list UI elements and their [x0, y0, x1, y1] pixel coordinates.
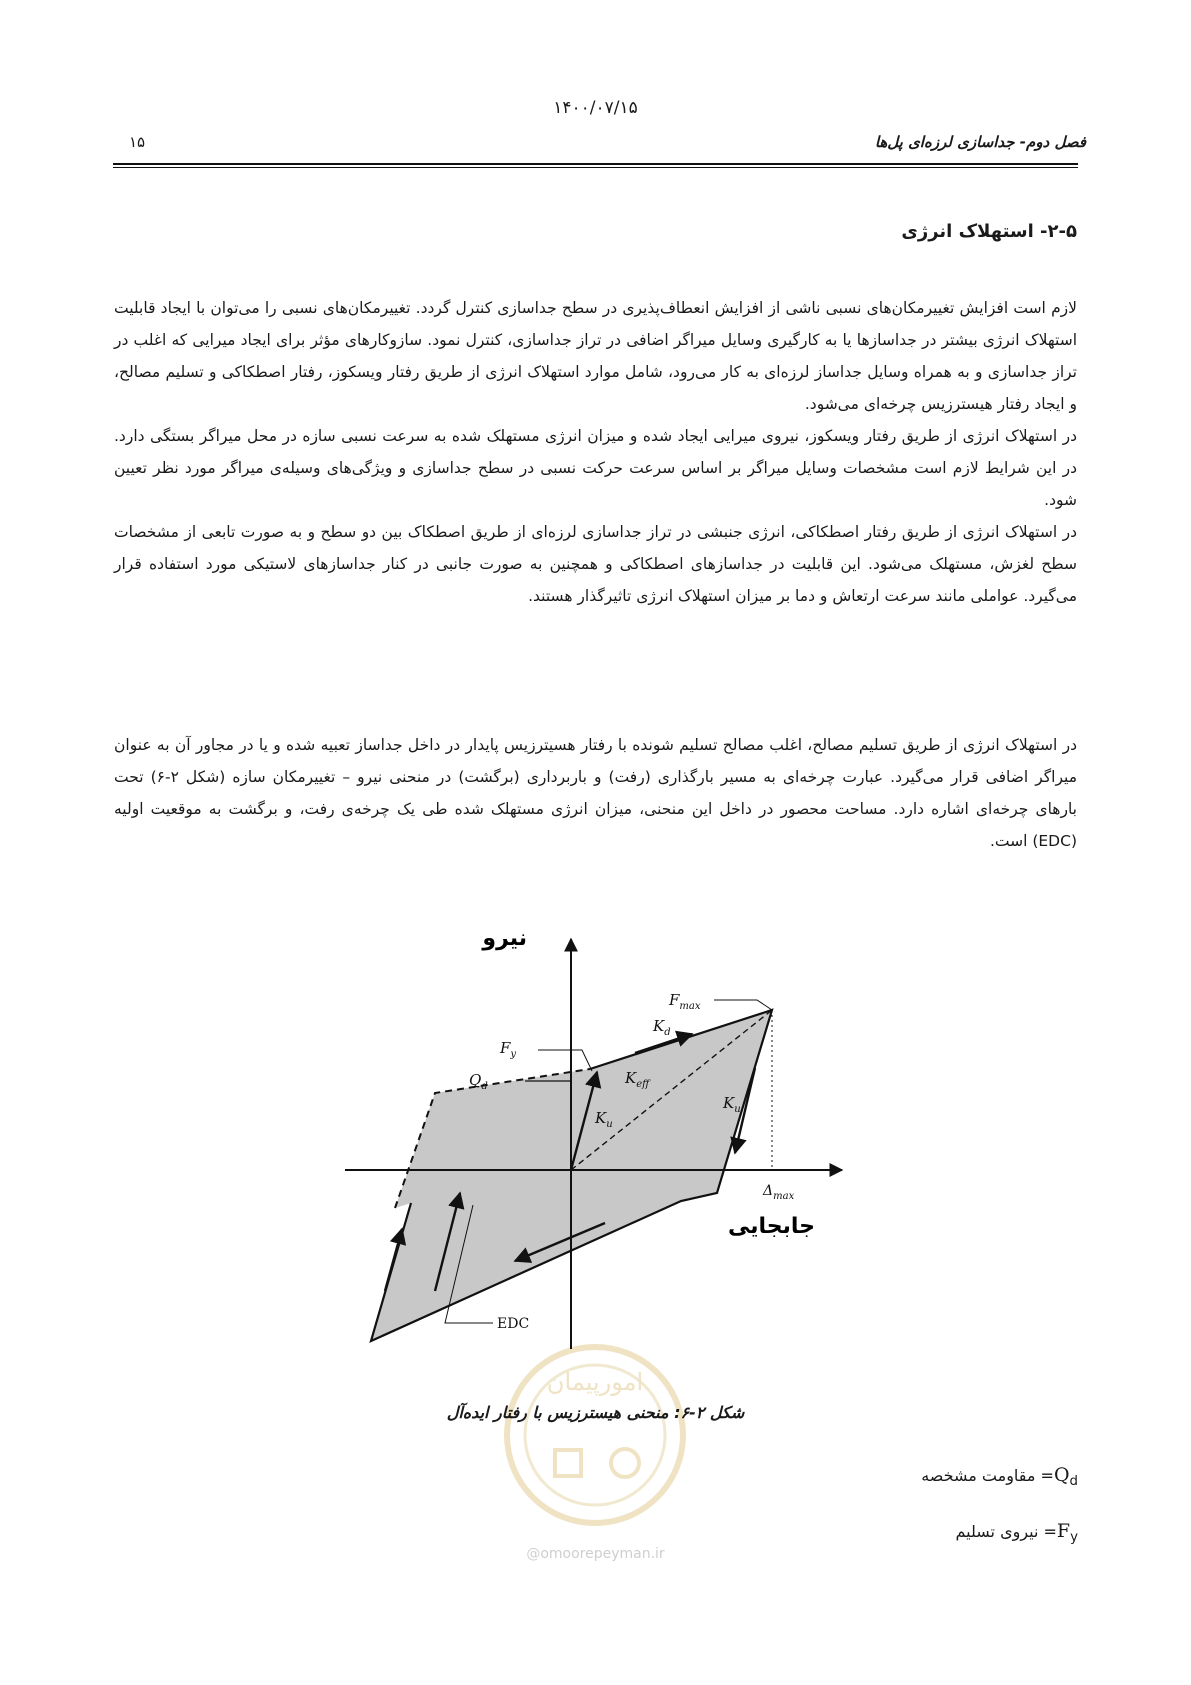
fy-leader: [538, 1050, 592, 1071]
definition-fy: [955, 1520, 1078, 1545]
definition-text: = نیروی تسلیم: [955, 1522, 1057, 1541]
fmax-leader: [714, 1000, 772, 1010]
header-rule-thin: [113, 167, 1078, 168]
fmax-label: F: [669, 991, 680, 1009]
body-block-1: [114, 292, 1077, 612]
figure-caption: شکل ۲-۶: منحنی هیسترزیس با رفتار ایده‌آل: [446, 1403, 745, 1422]
paragraph: در استهلاک انرژی از طریق رفتار ویسکوز، نیروی میرایی ایجاد شده و میزان انرژی مستهلک شده به سرعت نسبی سازه در محل میراگر بستگی دارد. در این شرایط لازم است مشخصات وسایل میراگر بر اساس سرعت حرکت نسبی در سطح جداسازی و ویژگی‌های وسیله‌ی میراگر مورد نظر تعیین شود.: [114, 427, 1077, 509]
svg-text:Δmax: [762, 1183, 795, 1202]
svg-text:Fmax: [668, 991, 701, 1012]
paragraph: لازم است افزایش تغییرمکان‌های نسبی ناشی از افزایش انعطاف‌پذیری در سطح جداسازی کنترل گردد. تغییرمکان‌های نسبی را می‌توان با ایجاد قابلیت استهلاک انرژی بیشتر در جداسازها یا به کارگیری وسایل میراگر اضافی در تراز جداسازی، کنترل نمود. سازوکارهای مؤثر برای ایجاد میرایی که اغلب در تراز جداسازی و به همراه وسایل جداساز لرزه‌ای به کار می‌رود، شامل موارد استهلاک انرژی از طریق رفتار ویسکوز، رفتار اصطکاکی و تسلیم مصالح، و ایجاد رفتار هیسترزیس چرخه‌ای می‌شود.: [114, 299, 1077, 413]
definition-symbol: F: [1056, 1520, 1071, 1542]
section-title: ۲-۵- استهلاک انرژی: [901, 221, 1077, 242]
definition-symbol: Q: [1053, 1464, 1070, 1486]
edc-label: EDC: [497, 1316, 530, 1332]
svg-text:Kd: [652, 1017, 671, 1038]
definition-qd: [921, 1464, 1078, 1489]
header-date: ۱۴۰۰/۰۷/۱۵: [553, 98, 638, 118]
body-block-2: [114, 729, 1077, 857]
dmax-sub: max: [773, 1191, 795, 1202]
definition-text: = مقاومت مشخصه: [921, 1466, 1054, 1485]
page-number: ۱۵: [129, 133, 146, 151]
ku-label-1: K: [595, 1109, 607, 1127]
watermark-logo: [470, 1330, 720, 1530]
qd-label: Q: [469, 1071, 482, 1089]
definition-subscript: y: [1070, 1530, 1078, 1546]
paragraph: در استهلاک انرژی از طریق تسلیم مصالح، اغلب مصالح تسلیم شونده با رفتار هسیترزیس پایدار در داخل جداساز تعبیه شده و یا در مجاور آن به عنوان میراگر اضافی قرار می‌گیرد. عبارت چرخه‌ای به مسیر بارگذاری (رفت) و باربرداری (برگشت) در منحنی نیرو – تغییرمکان سازه (شکل ۲-۶) تحت بارهای چرخه‌ای اشاره دارد. مساحت محصور در داخل این منحنی، میزان انرژی مستهلک شده طی یک چرخه‌ی رفت، و برگشت به موقعیت اولیه (EDC) است.: [114, 736, 1078, 850]
kd-sub: d: [664, 1027, 671, 1038]
y-axis-label: نیرو: [482, 926, 527, 951]
svg-text:Qd: [469, 1071, 488, 1092]
keff-label: K: [625, 1069, 637, 1087]
keff-sub: eff: [636, 1079, 650, 1090]
definition-subscript: d: [1069, 1474, 1078, 1490]
ku-sub-2: u: [734, 1104, 741, 1115]
paragraph: در استهلاک انرژی از طریق رفتار اصطکاکی، انرژی جنبشی در تراز جداسازی لرزه‌ای از طریق اصطکاک بین دو سطح و به صورت تابعی از مشخصات سطح لغزش، مستهلک می‌شود. این قابلیت در جداسازهای اصطکاکی و همچنین به صورت جانبی در کنار جداسازهای لاستیکی مورد استفاده قرار می‌گیرد. عواملی مانند سرعت ارتعاش و دما بر میزان استهلاک انرژی تاثیرگذار هستند.: [114, 523, 1077, 605]
ku-label-2: K: [723, 1094, 735, 1112]
fmax-sub: max: [679, 1001, 701, 1012]
watermark-text: امورپیمان: [546, 1368, 644, 1396]
x-axis-label: جابجایی: [727, 1214, 815, 1239]
fy-sub: y: [510, 1049, 517, 1060]
svg-text:Fy: [499, 1039, 516, 1060]
header-rule-thick: [113, 163, 1078, 165]
kd-label: K: [653, 1017, 665, 1035]
fy-label: F: [500, 1039, 511, 1057]
qd-sub: d: [481, 1081, 488, 1092]
dmax-label: Δ: [763, 1183, 774, 1199]
chapter-title: فصل دوم- جداسازی لرزه‌ای پل‌ها: [874, 133, 1086, 151]
ku-sub-1: u: [606, 1119, 613, 1130]
hysteresis-figure: [345, 913, 858, 1353]
watermark-url: @omoorepeyman.ir: [526, 1546, 665, 1562]
